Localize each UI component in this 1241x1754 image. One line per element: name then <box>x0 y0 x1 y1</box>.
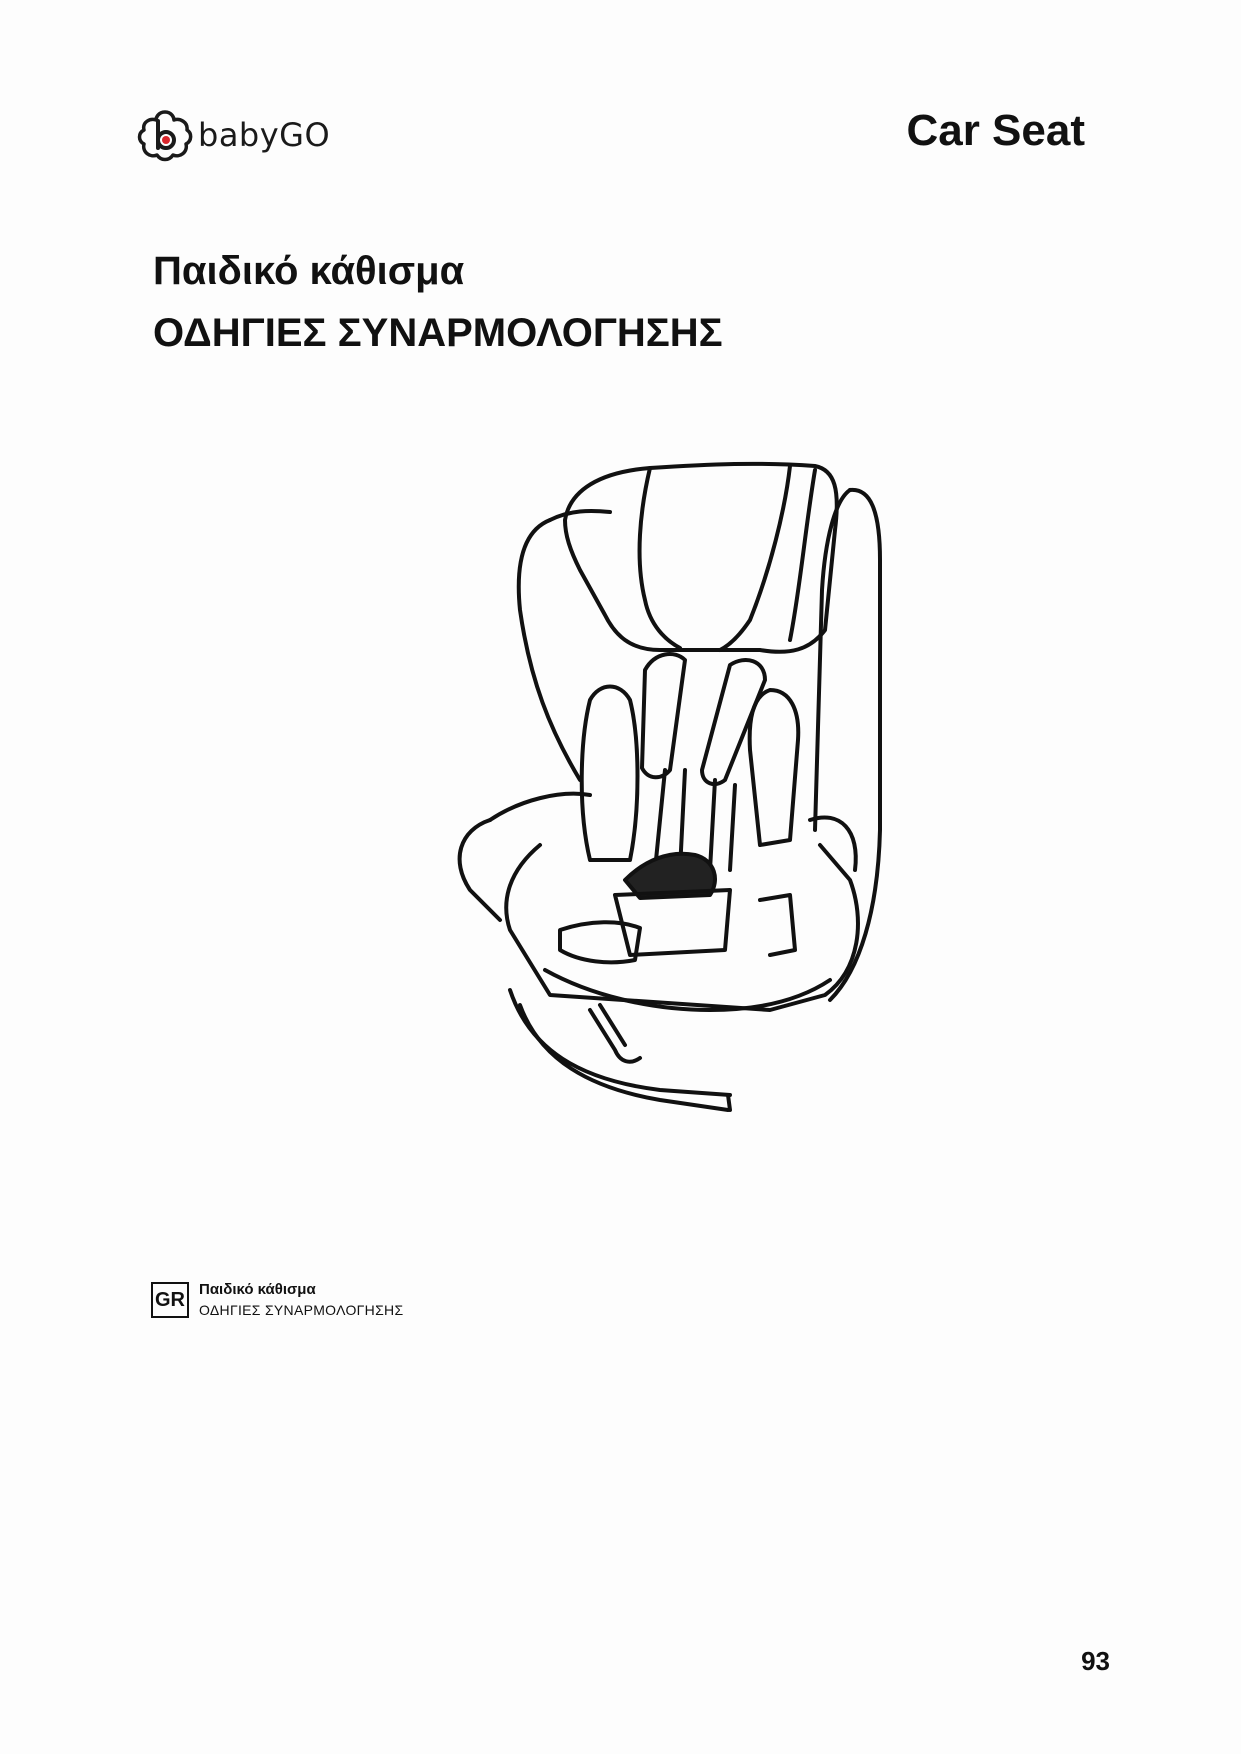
language-entry-text <box>199 1280 403 1320</box>
document-type-label: Car Seat <box>906 106 1085 155</box>
page-number: 93 <box>1081 1646 1110 1676</box>
brand-wordmark: babyGO <box>198 116 331 154</box>
car-seat-illustration <box>430 450 910 1170</box>
brand-logo <box>136 106 330 164</box>
language-entry <box>151 1280 403 1320</box>
language-code-badge: GR <box>151 1282 189 1318</box>
language-entry-subtitle: ΟΔΗΓΙΕΣ ΣΥΝΑΡΜΟΛΟΓΗΣΗΣ <box>199 1302 404 1318</box>
babygo-flower-icon <box>136 106 194 164</box>
page-title: Παιδικό κάθισμα <box>153 249 465 293</box>
title-block <box>153 240 723 364</box>
language-entry-title: Παιδικό κάθισμα <box>199 1281 316 1298</box>
page-subtitle: ΟΔΗΓΙΕΣ ΣΥΝΑΡΜΟΛΟΓΗΣΗΣ <box>153 311 723 355</box>
